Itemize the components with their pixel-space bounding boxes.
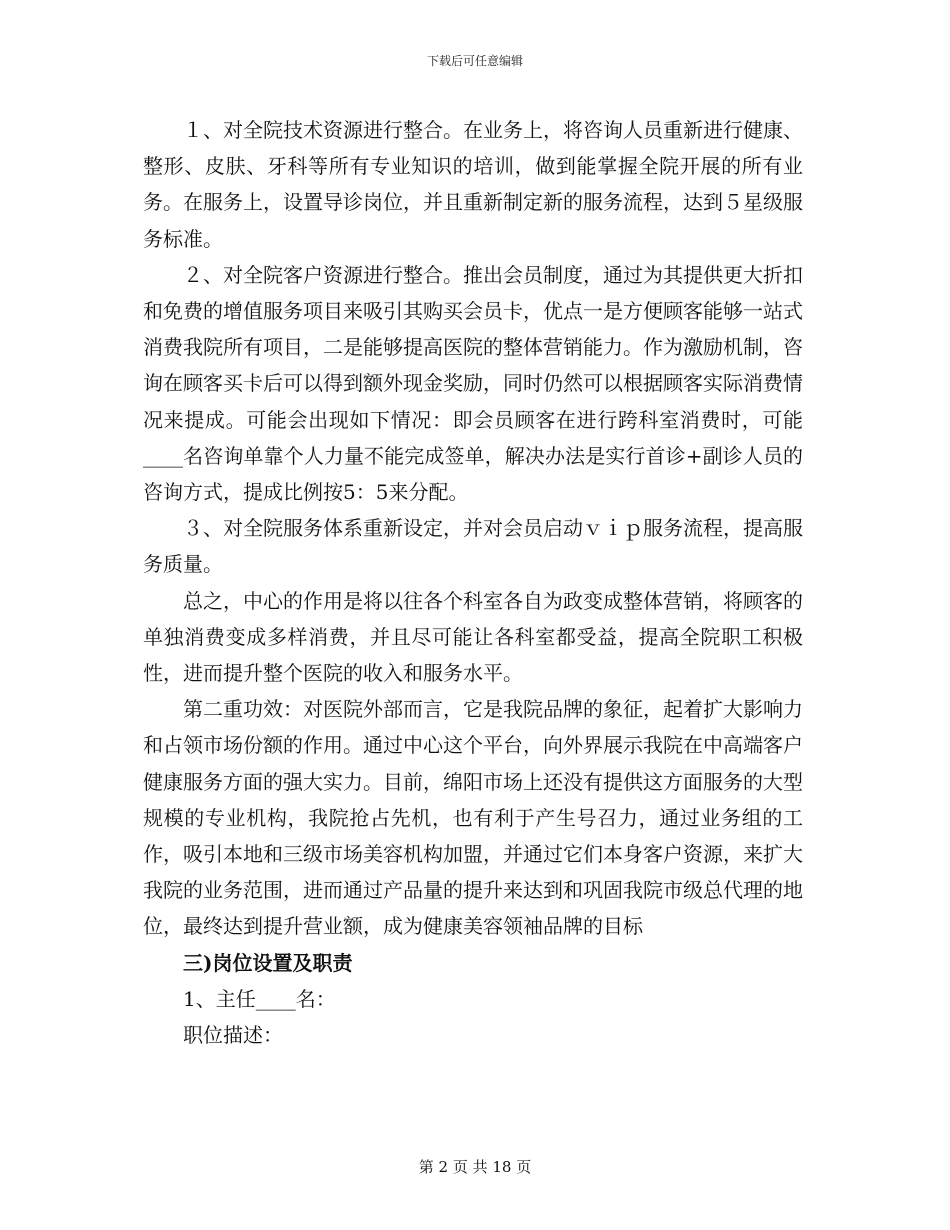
item-director: 1、主任____名： xyxy=(183,986,336,1011)
page-footer: 第 2 页 共 18 页 xyxy=(418,1158,532,1176)
paragraph-second-effect: 第二重功效：对医院外部而言，它是我院品牌的象征，起着扩大影响力和占领市场份额的作用。通过中心这个平台，向外界展示我院在中高端客户健康服务方面的强大实力。目前，绵阳市场上还没有提供这方面服务的大型规模的专业机构，我院抢占先机，也有利于产生号召力，通过业务组的工作，吸引本地和三级市场美容机构加盟，并通过它们本身客户资源，来扩大我院的业务范围，进而通过产品量的提升来达到和巩固我院市级总代理的地位，最终达到提升营业额，成为健康美容领袖品牌的目标 xyxy=(143,697,803,939)
paragraph-tech-resources: １、对全院技术资源进行整合。在业务上，将咨询人员重新进行健康、整形、皮肤、牙科等所有专业知识的培训，做到能掌握全院开展的所有业务。在服务上，设置导诊岗位，并且重新制定新的服务流程，达到５星级服务标准。 xyxy=(143,118,803,251)
paragraph-summary: 总之，中心的作用是将以往各个科室各自为政变成整体营销，将顾客的单独消费变成多样消费，并且尽可能让各科室都受益，提高全院职工积极性，进而提升整个医院的收入和服务水平。 xyxy=(143,588,803,686)
document-body xyxy=(143,112,803,1053)
paragraph-customer-resources: ２、对全院客户资源进行整合。推出会员制度，通过为其提供更大折扣和免费的增值服务项目来吸引其购买会员卡，优点一是方便顾客能够一站式消费我院所有项目，二是能够提高医院的整体营销能力。作为激励机制，咨询在顾客买卡后可以得到额外现金奖励，同时仍然可以根据顾客实际消费情况来提成。可能会出现如下情况：即会员顾客在进行跨科室消费时，可能____名咨询单靠个人力量不能完成签单，解决办法是实行首诊+副诊人员的咨询方式，提成比例按5：5来分配。 xyxy=(143,262,803,505)
section-heading: 三)岗位设置及职责 xyxy=(183,950,353,975)
item-job-description: 职位描述： xyxy=(183,1023,283,1048)
page-header: 下载后可任意编辑 xyxy=(426,54,523,68)
paragraph-service-system: ３、对全院服务体系重新设定，并对会员启动ｖｉｐ服务流程，提高服务质量。 xyxy=(143,516,803,577)
